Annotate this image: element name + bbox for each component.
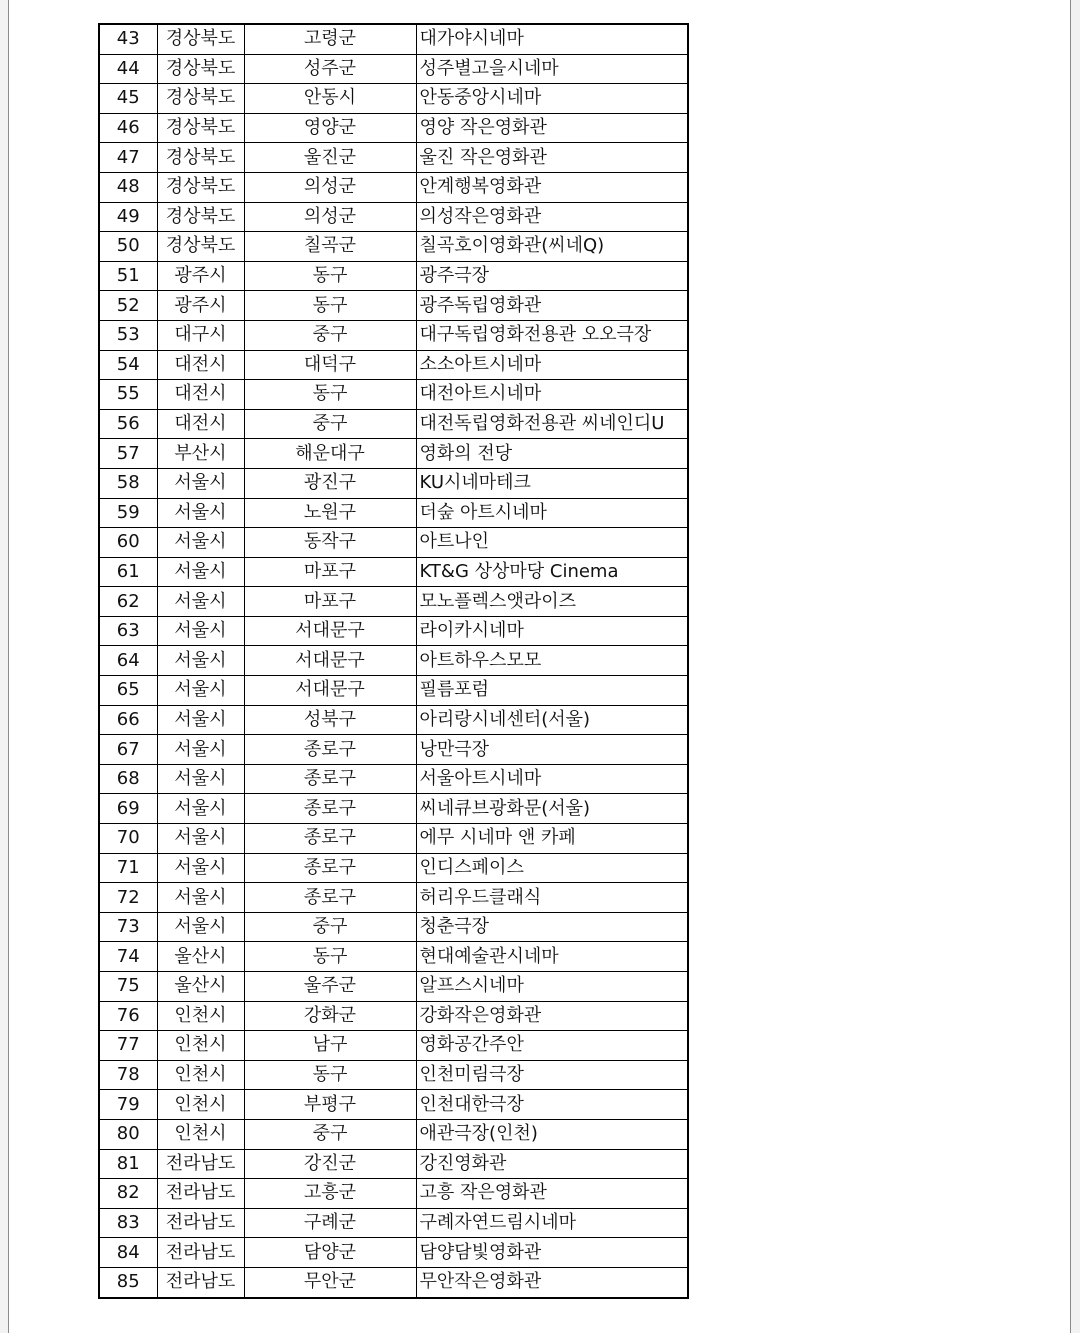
district-cell: 중구	[244, 409, 416, 439]
row-number-cell: 44	[99, 54, 157, 84]
district-cell: 동구	[244, 1060, 416, 1090]
district-cell: 종로구	[244, 883, 416, 913]
document-page	[8, 0, 1071, 1333]
row-number-cell: 63	[99, 616, 157, 646]
table-row	[99, 1149, 688, 1179]
district-cell: 중구	[244, 320, 416, 350]
row-number-cell: 45	[99, 84, 157, 114]
row-number-cell: 53	[99, 320, 157, 350]
table-row	[99, 528, 688, 558]
cinema-name-cell: 허리우드클래식	[416, 883, 688, 913]
table-row	[99, 794, 688, 824]
row-number-cell: 70	[99, 824, 157, 854]
cinema-table	[98, 23, 689, 1299]
region-cell: 울산시	[157, 972, 244, 1002]
region-cell: 인천시	[157, 1001, 244, 1031]
district-cell: 중구	[244, 912, 416, 942]
cinema-name-cell: 안계행복영화관	[416, 172, 688, 202]
cinema-name-cell: 구례자연드림시네마	[416, 1208, 688, 1238]
table-row	[99, 261, 688, 291]
district-cell: 의성군	[244, 202, 416, 232]
region-cell: 서울시	[157, 557, 244, 587]
table-row	[99, 676, 688, 706]
region-cell: 전라남도	[157, 1149, 244, 1179]
table-row	[99, 498, 688, 528]
row-number-cell: 78	[99, 1060, 157, 1090]
region-cell: 경상북도	[157, 84, 244, 114]
cinema-table-body	[99, 24, 688, 1298]
row-number-cell: 69	[99, 794, 157, 824]
cinema-name-cell: 칠곡호이영화관(씨네Q)	[416, 232, 688, 262]
row-number-cell: 83	[99, 1208, 157, 1238]
region-cell: 서울시	[157, 676, 244, 706]
cinema-name-cell: 울진 작은영화관	[416, 143, 688, 173]
district-cell: 마포구	[244, 557, 416, 587]
table-row	[99, 912, 688, 942]
table-row	[99, 1090, 688, 1120]
district-cell: 서대문구	[244, 646, 416, 676]
district-cell: 무안군	[244, 1267, 416, 1297]
cinema-name-cell: 라이카시네마	[416, 616, 688, 646]
district-cell: 동구	[244, 291, 416, 321]
region-cell: 경상북도	[157, 54, 244, 84]
district-cell: 종로구	[244, 824, 416, 854]
row-number-cell: 57	[99, 439, 157, 469]
region-cell: 인천시	[157, 1090, 244, 1120]
district-cell: 영양군	[244, 113, 416, 143]
cinema-name-cell: 서울아트시네마	[416, 764, 688, 794]
table-row	[99, 646, 688, 676]
row-number-cell: 46	[99, 113, 157, 143]
row-number-cell: 58	[99, 468, 157, 498]
row-number-cell: 64	[99, 646, 157, 676]
table-row	[99, 764, 688, 794]
region-cell: 광주시	[157, 261, 244, 291]
row-number-cell: 60	[99, 528, 157, 558]
row-number-cell: 82	[99, 1179, 157, 1209]
cinema-name-cell: 대전아트시네마	[416, 380, 688, 410]
table-row	[99, 942, 688, 972]
district-cell: 종로구	[244, 764, 416, 794]
table-row	[99, 1119, 688, 1149]
region-cell: 대전시	[157, 409, 244, 439]
cinema-name-cell: 아리랑시네센터(서울)	[416, 705, 688, 735]
cinema-name-cell: 영화의 전당	[416, 439, 688, 469]
row-number-cell: 76	[99, 1001, 157, 1031]
district-cell: 동구	[244, 380, 416, 410]
table-row	[99, 1060, 688, 1090]
cinema-name-cell: 에무 시네마 앤 카페	[416, 824, 688, 854]
table-row	[99, 1001, 688, 1031]
row-number-cell: 65	[99, 676, 157, 706]
table-row	[99, 143, 688, 173]
cinema-name-cell: 영화공간주안	[416, 1031, 688, 1061]
region-cell: 인천시	[157, 1060, 244, 1090]
region-cell: 울산시	[157, 942, 244, 972]
district-cell: 마포구	[244, 587, 416, 617]
row-number-cell: 84	[99, 1238, 157, 1268]
table-row	[99, 616, 688, 646]
cinema-name-cell: 알프스시네마	[416, 972, 688, 1002]
cinema-name-cell: 애관극장(인천)	[416, 1119, 688, 1149]
district-cell: 종로구	[244, 794, 416, 824]
table-row	[99, 1031, 688, 1061]
cinema-name-cell: 영양 작은영화관	[416, 113, 688, 143]
region-cell: 서울시	[157, 468, 244, 498]
district-cell: 종로구	[244, 735, 416, 765]
region-cell: 인천시	[157, 1031, 244, 1061]
table-row	[99, 113, 688, 143]
table-row	[99, 883, 688, 913]
row-number-cell: 80	[99, 1119, 157, 1149]
row-number-cell: 67	[99, 735, 157, 765]
district-cell: 종로구	[244, 853, 416, 883]
table-row	[99, 824, 688, 854]
table-row	[99, 557, 688, 587]
district-cell: 광진구	[244, 468, 416, 498]
cinema-name-cell: 인디스페이스	[416, 853, 688, 883]
region-cell: 대구시	[157, 320, 244, 350]
row-number-cell: 56	[99, 409, 157, 439]
table-row	[99, 972, 688, 1002]
district-cell: 구례군	[244, 1208, 416, 1238]
table-row	[99, 350, 688, 380]
cinema-name-cell: KT&G 상상마당 Cinema	[416, 557, 688, 587]
row-number-cell: 52	[99, 291, 157, 321]
district-cell: 안동시	[244, 84, 416, 114]
row-number-cell: 49	[99, 202, 157, 232]
district-cell: 고흥군	[244, 1179, 416, 1209]
cinema-name-cell: 성주별고을시네마	[416, 54, 688, 84]
table-row	[99, 1179, 688, 1209]
district-cell: 서대문구	[244, 676, 416, 706]
region-cell: 경상북도	[157, 232, 244, 262]
cinema-name-cell: 광주극장	[416, 261, 688, 291]
cinema-name-cell: 필름포럼	[416, 676, 688, 706]
region-cell: 서울시	[157, 912, 244, 942]
region-cell: 부산시	[157, 439, 244, 469]
district-cell: 울진군	[244, 143, 416, 173]
row-number-cell: 68	[99, 764, 157, 794]
table-row	[99, 24, 688, 54]
row-number-cell: 62	[99, 587, 157, 617]
district-cell: 성북구	[244, 705, 416, 735]
district-cell: 동구	[244, 261, 416, 291]
district-cell: 강화군	[244, 1001, 416, 1031]
region-cell: 대전시	[157, 380, 244, 410]
district-cell: 서대문구	[244, 616, 416, 646]
row-number-cell: 73	[99, 912, 157, 942]
region-cell: 서울시	[157, 853, 244, 883]
table-row	[99, 172, 688, 202]
row-number-cell: 55	[99, 380, 157, 410]
region-cell: 전라남도	[157, 1238, 244, 1268]
district-cell: 강진군	[244, 1149, 416, 1179]
region-cell: 광주시	[157, 291, 244, 321]
region-cell: 전라남도	[157, 1208, 244, 1238]
region-cell: 전라남도	[157, 1179, 244, 1209]
district-cell: 동작구	[244, 528, 416, 558]
cinema-name-cell: 낭만극장	[416, 735, 688, 765]
row-number-cell: 81	[99, 1149, 157, 1179]
row-number-cell: 72	[99, 883, 157, 913]
district-cell: 대덕구	[244, 350, 416, 380]
row-number-cell: 43	[99, 24, 157, 54]
region-cell: 인천시	[157, 1119, 244, 1149]
region-cell: 경상북도	[157, 143, 244, 173]
district-cell: 해운대구	[244, 439, 416, 469]
region-cell: 경상북도	[157, 172, 244, 202]
row-number-cell: 51	[99, 261, 157, 291]
region-cell: 서울시	[157, 764, 244, 794]
table-row	[99, 84, 688, 114]
cinema-name-cell: 대구독립영화전용관 오오극장	[416, 320, 688, 350]
row-number-cell: 79	[99, 1090, 157, 1120]
region-cell: 경상북도	[157, 202, 244, 232]
region-cell: 경상북도	[157, 113, 244, 143]
row-number-cell: 47	[99, 143, 157, 173]
district-cell: 울주군	[244, 972, 416, 1002]
region-cell: 서울시	[157, 498, 244, 528]
table-row	[99, 1208, 688, 1238]
district-cell: 칠곡군	[244, 232, 416, 262]
row-number-cell: 74	[99, 942, 157, 972]
row-number-cell: 54	[99, 350, 157, 380]
cinema-name-cell: 아트나인	[416, 528, 688, 558]
region-cell: 대전시	[157, 350, 244, 380]
table-row	[99, 380, 688, 410]
table-row	[99, 853, 688, 883]
cinema-name-cell: 무안작은영화관	[416, 1267, 688, 1297]
cinema-name-cell: 현대예술관시네마	[416, 942, 688, 972]
table-row	[99, 439, 688, 469]
row-number-cell: 85	[99, 1267, 157, 1297]
cinema-name-cell: 아트하우스모모	[416, 646, 688, 676]
row-number-cell: 71	[99, 853, 157, 883]
district-cell: 의성군	[244, 172, 416, 202]
region-cell: 서울시	[157, 705, 244, 735]
cinema-name-cell: 대가야시네마	[416, 24, 688, 54]
cinema-name-cell: 광주독립영화관	[416, 291, 688, 321]
region-cell: 서울시	[157, 794, 244, 824]
district-cell: 담양군	[244, 1238, 416, 1268]
region-cell: 전라남도	[157, 1267, 244, 1297]
cinema-name-cell: KU시네마테크	[416, 468, 688, 498]
row-number-cell: 77	[99, 1031, 157, 1061]
row-number-cell: 61	[99, 557, 157, 587]
table-row	[99, 291, 688, 321]
cinema-name-cell: 청춘극장	[416, 912, 688, 942]
table-row	[99, 409, 688, 439]
region-cell: 경상북도	[157, 24, 244, 54]
row-number-cell: 66	[99, 705, 157, 735]
table-row	[99, 232, 688, 262]
region-cell: 서울시	[157, 528, 244, 558]
cinema-name-cell: 인천미림극장	[416, 1060, 688, 1090]
region-cell: 서울시	[157, 616, 244, 646]
district-cell: 고령군	[244, 24, 416, 54]
table-row	[99, 468, 688, 498]
table-row	[99, 705, 688, 735]
cinema-name-cell: 소소아트시네마	[416, 350, 688, 380]
row-number-cell: 59	[99, 498, 157, 528]
table-row	[99, 735, 688, 765]
row-number-cell: 48	[99, 172, 157, 202]
cinema-name-cell: 더숲 아트시네마	[416, 498, 688, 528]
table-row	[99, 202, 688, 232]
district-cell: 동구	[244, 942, 416, 972]
cinema-name-cell: 의성작은영화관	[416, 202, 688, 232]
table-row	[99, 320, 688, 350]
table-row	[99, 54, 688, 84]
region-cell: 서울시	[157, 587, 244, 617]
district-cell: 부평구	[244, 1090, 416, 1120]
cinema-name-cell: 인천대한극장	[416, 1090, 688, 1120]
cinema-name-cell: 담양담빛영화관	[416, 1238, 688, 1268]
cinema-name-cell: 강화작은영화관	[416, 1001, 688, 1031]
cinema-name-cell: 강진영화관	[416, 1149, 688, 1179]
cinema-name-cell: 고흥 작은영화관	[416, 1179, 688, 1209]
region-cell: 서울시	[157, 735, 244, 765]
district-cell: 노원구	[244, 498, 416, 528]
district-cell: 남구	[244, 1031, 416, 1061]
region-cell: 서울시	[157, 824, 244, 854]
region-cell: 서울시	[157, 883, 244, 913]
cinema-name-cell: 모노플렉스앳라이즈	[416, 587, 688, 617]
district-cell: 중구	[244, 1119, 416, 1149]
table-row	[99, 1238, 688, 1268]
cinema-name-cell: 씨네큐브광화문(서울)	[416, 794, 688, 824]
district-cell: 성주군	[244, 54, 416, 84]
region-cell: 서울시	[157, 646, 244, 676]
table-row	[99, 1267, 688, 1297]
cinema-name-cell: 대전독립영화전용관 씨네인디U	[416, 409, 688, 439]
row-number-cell: 75	[99, 972, 157, 1002]
row-number-cell: 50	[99, 232, 157, 262]
cinema-name-cell: 안동중앙시네마	[416, 84, 688, 114]
table-row	[99, 587, 688, 617]
